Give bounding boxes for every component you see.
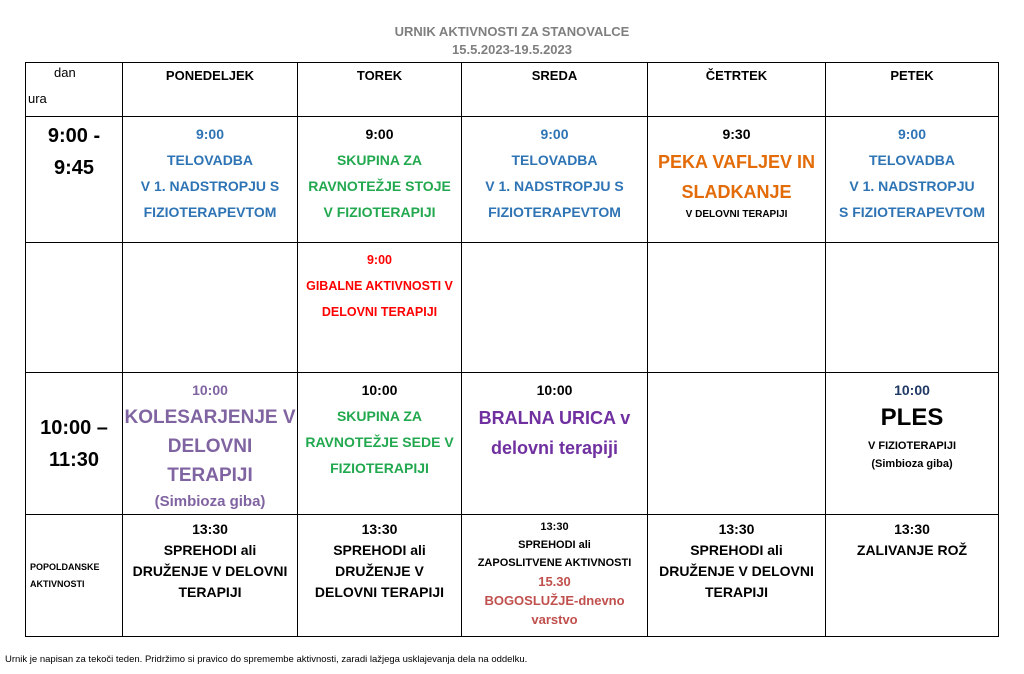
activity-line: PEKA VAFLJEV IN — [657, 152, 816, 172]
activity-mon-2 — [123, 243, 298, 373]
time-slot-label: 10:00 – 11:30 — [40, 416, 108, 471]
activity-time: 10:00 — [536, 382, 573, 398]
time-slot-midmorning — [26, 373, 123, 515]
activity-time: 9:00 — [365, 126, 394, 142]
activity-time: 10:00 — [894, 382, 930, 398]
activity-line: DRUŽENJE V — [335, 563, 424, 579]
activity-line: delovni terapiji — [490, 438, 619, 458]
activity-line: DRUŽENJE V DELOVNI — [659, 563, 814, 579]
time-slot-label: 9:00 - 9:45 — [47, 125, 101, 179]
activity-time: 9:00 — [897, 126, 927, 142]
activity-time: 9:00 — [366, 253, 393, 267]
activity-line: TELOVADBA — [868, 152, 956, 168]
activity-mon-4 — [123, 515, 298, 637]
activity-fri-1 — [826, 117, 999, 243]
activity-thu-1 — [648, 117, 826, 243]
activity-line: GIBALNE AKTIVNOSTI V — [306, 279, 453, 293]
activity-fri-2 — [826, 243, 999, 373]
activity-time: 9:00 — [540, 126, 569, 142]
activity-line: V 1. NADSTROPJU S — [485, 178, 624, 194]
activity-line: V FIZIOTERAPIJI — [323, 204, 436, 220]
activity-wed-3 — [462, 373, 648, 515]
activity-tue-2 — [298, 243, 462, 373]
activity-line: DELOVNI TERAPIJI — [314, 584, 445, 600]
afternoon-label-line: POPOLDANSKE — [30, 561, 100, 572]
activity-line: TELOVADBA — [511, 152, 598, 168]
time-axis-label: ura — [28, 91, 47, 106]
activity-line: RAVNOTEŽJE STOJE — [308, 178, 451, 194]
activity-line: DELOVNI TERAPIJI — [321, 305, 438, 319]
activity-line: varstvo — [531, 612, 578, 627]
activity-time: 13:30 — [361, 521, 398, 537]
activity-line: SKUPINA ZA — [336, 408, 423, 424]
activity-line: KOLESARJENJE V — [124, 407, 296, 428]
activity-location: V DELOVNI TERAPIJI — [685, 209, 788, 220]
row-midmorning — [26, 373, 999, 515]
row-afternoon — [26, 515, 999, 637]
activity-line: DELOVNI — [167, 436, 253, 457]
schedule-title: URNIK AKTIVNOSTI ZA STANOVALCE — [394, 24, 630, 39]
activity-tue-4 — [298, 515, 462, 637]
activity-note: (Simbioza giba) — [154, 493, 266, 510]
activity-line: ZAPOSLITVENE AKTIVNOSTI — [477, 557, 632, 569]
activity-thu-4 — [648, 515, 826, 637]
activity-wed-2 — [462, 243, 648, 373]
activity-fri-3 — [826, 373, 999, 515]
activity-line: FIZIOTERAPIJI — [330, 460, 429, 476]
activity-line: DRUŽENJE V DELOVNI — [132, 563, 288, 579]
activity-time: 10:00 — [192, 382, 228, 398]
activity-line: TELOVADBA — [166, 152, 254, 168]
activity-thu-3 — [648, 373, 826, 515]
activity-location: V FIZIOTERAPIJI — [867, 440, 956, 452]
activity-wed-1 — [462, 117, 648, 243]
activity-time: 13:30 — [192, 521, 228, 537]
activity-wed-4 — [462, 515, 648, 637]
activity-line: TERAPIJI — [704, 584, 768, 600]
activity-line: ZALIVANJE ROŽ — [856, 542, 968, 558]
row-morning-2 — [26, 243, 999, 373]
activity-line: SPREHODI ali — [163, 542, 257, 558]
activity-line: SPREHODI ali — [333, 542, 426, 558]
activity-fri-4 — [826, 515, 999, 637]
row-morning-1 — [26, 117, 999, 243]
activity-line: FIZIOTERAPEVTOM — [143, 204, 277, 220]
footer-note: Urnik je napisan za tekoči teden. Pridržimo si pravico do spremembe aktivnosti, zaradi lažjega usklajevanja dela na oddelku. — [5, 654, 528, 665]
activity-time: 15.30 — [538, 574, 571, 589]
activity-line: SPREHODI ali — [518, 539, 591, 551]
activity-title: PLES — [880, 404, 944, 431]
activity-line: BRALNA URICA v — [478, 408, 631, 428]
activity-time: 13:30 — [540, 521, 569, 533]
time-slot-empty — [26, 243, 123, 373]
schedule-table — [25, 62, 999, 637]
activity-mon-3 — [123, 373, 298, 515]
activity-time: 13:30 — [718, 521, 755, 537]
day-header-monday: PONEDELJEK — [123, 63, 298, 117]
corner-cell — [26, 63, 123, 117]
activity-thu-2 — [648, 243, 826, 373]
activity-time: 10:00 — [361, 382, 398, 398]
time-slot-morning — [26, 117, 123, 243]
activity-note: (Simbioza giba) — [871, 458, 953, 470]
activity-mon-1 — [123, 117, 298, 243]
activity-time: 9:30 — [722, 126, 751, 142]
schedule-date-range: 15.5.2023-19.5.2023 — [452, 42, 572, 57]
activity-line: V 1. NADSTROPJU — [849, 178, 975, 194]
activity-line: RAVNOTEŽJE SEDE V — [305, 434, 454, 450]
header-row — [26, 63, 999, 117]
activity-line: SLADKANJE — [681, 182, 792, 202]
day-header-friday: PETEK — [826, 63, 999, 117]
activity-tue-1 — [298, 117, 462, 243]
day-header-thursday: ČETRTEK — [648, 63, 826, 117]
activity-line: S FIZIOTERAPEVTOM — [839, 204, 985, 220]
afternoon-label-line: AKTIVNOSTI — [30, 578, 85, 589]
activity-line: SKUPINA ZA — [336, 152, 423, 168]
activity-time: 13:30 — [894, 521, 930, 537]
day-header-tuesday: TOREK — [298, 63, 462, 117]
activity-line: SPREHODI ali — [690, 542, 783, 558]
day-header-wednesday: SREDA — [462, 63, 648, 117]
activity-line: V 1. NADSTROPJU S — [140, 178, 280, 194]
activity-time: 9:00 — [195, 126, 225, 142]
activity-line: BOGOSLUŽJE-dnevno — [484, 593, 625, 608]
activity-tue-3 — [298, 373, 462, 515]
day-axis-label: dan — [54, 65, 76, 80]
activity-line: FIZIOTERAPEVTOM — [488, 204, 621, 220]
activity-line: TERAPIJI — [178, 584, 242, 600]
time-slot-afternoon — [26, 515, 123, 637]
activity-line: TERAPIJI — [167, 465, 253, 486]
